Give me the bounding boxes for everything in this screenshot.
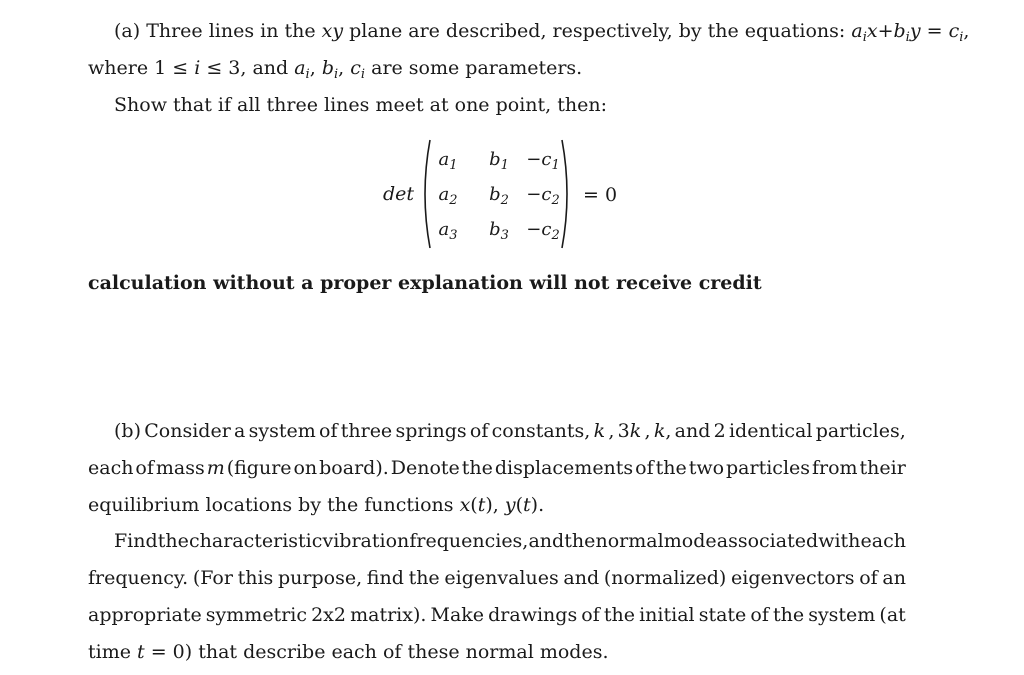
word: vibration [322, 530, 410, 552]
word: find [366, 567, 404, 589]
word: each [860, 530, 906, 552]
word: the [461, 457, 493, 479]
word: the [157, 530, 189, 552]
word: Denote [390, 457, 460, 479]
word: the [564, 530, 596, 552]
word: board). [319, 457, 389, 479]
equals-zero: = 0 [583, 184, 618, 206]
word: eigenvectors [731, 567, 855, 589]
word: mode [663, 530, 717, 552]
word: the [408, 567, 440, 589]
word: normal [595, 530, 664, 552]
word: (at [879, 604, 906, 626]
word: the [603, 604, 635, 626]
word: Consider [144, 420, 231, 442]
word: system [808, 604, 876, 626]
word: springs [395, 420, 467, 442]
word: (b) [114, 420, 141, 442]
part-b-line-4 [114, 528, 906, 554]
word: eigenvalues [444, 567, 559, 589]
matrix-cell-c1: $-c_1$ [526, 149, 560, 173]
word: Find [114, 530, 158, 552]
word: a [234, 420, 246, 442]
word: three [340, 420, 393, 442]
matrix-cell-b2: $b_2$ [489, 184, 509, 208]
credit-note: calculation without a proper explanation will not receive credit [88, 272, 762, 294]
matrix-cell-c3: $-c_2$ [526, 219, 560, 243]
word: and [563, 567, 600, 589]
matrix-cell-a1: $a_1$ [438, 149, 458, 173]
word: of [635, 457, 654, 479]
word: k [593, 420, 606, 442]
word: associated [716, 530, 819, 552]
word: an [882, 567, 906, 589]
word: mass [155, 457, 205, 479]
word: particles, [815, 420, 906, 442]
line-equation: $a_ix+b_iy = c_i$, [851, 20, 970, 45]
word: frequency. [88, 567, 189, 589]
word: frequencies, [409, 530, 529, 552]
part-a-mid-text: plane are described, respectively, by the equations: [343, 20, 852, 42]
word: (For [192, 567, 233, 589]
part-b-line-2 [88, 455, 906, 481]
word: of [750, 604, 769, 626]
word: 3k [617, 420, 642, 442]
det-label: det [383, 183, 415, 205]
word: state [698, 604, 747, 626]
word: appropriate [88, 604, 202, 626]
word: m [206, 457, 225, 479]
part-b-line-7: time t = 0) that describe each of these normal modes. [88, 641, 609, 663]
word: 2 [713, 420, 726, 442]
word: displacements [494, 457, 634, 479]
word: of [319, 420, 338, 442]
word: particles [726, 457, 811, 479]
word: their [859, 457, 906, 479]
word: from [811, 457, 858, 479]
word: on [293, 457, 318, 479]
matrix-cell-c2: $-c_2$ [526, 184, 560, 208]
word: (normalized) [603, 567, 727, 589]
word: the [772, 604, 805, 626]
matrix-cell-b1: $b_1$ [489, 149, 509, 173]
show-that-text: Show that if all three lines meet at one point, then: [114, 94, 607, 116]
word: of [469, 420, 489, 442]
word: constants, [491, 420, 591, 442]
part-b-line-3: equilibrium locations by the functions x(t), y(t). [88, 494, 545, 516]
word: (figure [226, 457, 292, 479]
matrix-cell-b3: $b_3$ [489, 219, 509, 243]
part-b-line-1 [114, 418, 906, 444]
word: two [688, 457, 725, 479]
xy-variable: xy [321, 20, 344, 42]
part-a-line-2: where 1 ≤ i ≤ 3, and $a_i$, $b_i$, $c_i$ are some parameters. [88, 57, 583, 82]
word: characteristic [188, 530, 323, 552]
word: , [608, 420, 615, 442]
word: system [248, 420, 316, 442]
word: , [644, 420, 651, 442]
word: each [88, 457, 134, 479]
part-a-intro-text: (a) Three lines in the [114, 20, 322, 42]
word: identical [728, 420, 813, 442]
part-a-line-1 [114, 18, 969, 51]
matrix [418, 138, 574, 250]
word: 2x2 [311, 604, 346, 626]
word: k, [653, 420, 672, 442]
word: symmetric [205, 604, 307, 626]
word: matrix). [350, 604, 427, 626]
word: initial [639, 604, 695, 626]
parameter-list: $a_i$, $b_i$, $c_i$ [294, 57, 366, 82]
word: and [674, 420, 711, 442]
word: of [135, 457, 154, 479]
word: of [581, 604, 600, 626]
matrix-cell-a3: $a_3$ [438, 219, 458, 243]
part-b-line-6 [88, 602, 906, 628]
word: Make [430, 604, 485, 626]
word: and [528, 530, 565, 552]
word: the [655, 457, 687, 479]
word: with [818, 530, 861, 552]
part-b-line-5 [88, 565, 906, 591]
word: this [237, 567, 274, 589]
word: drawings [488, 604, 578, 626]
word: of [859, 567, 878, 589]
matrix-cell-a2: $a_2$ [438, 184, 458, 208]
word: purpose, [277, 567, 363, 589]
